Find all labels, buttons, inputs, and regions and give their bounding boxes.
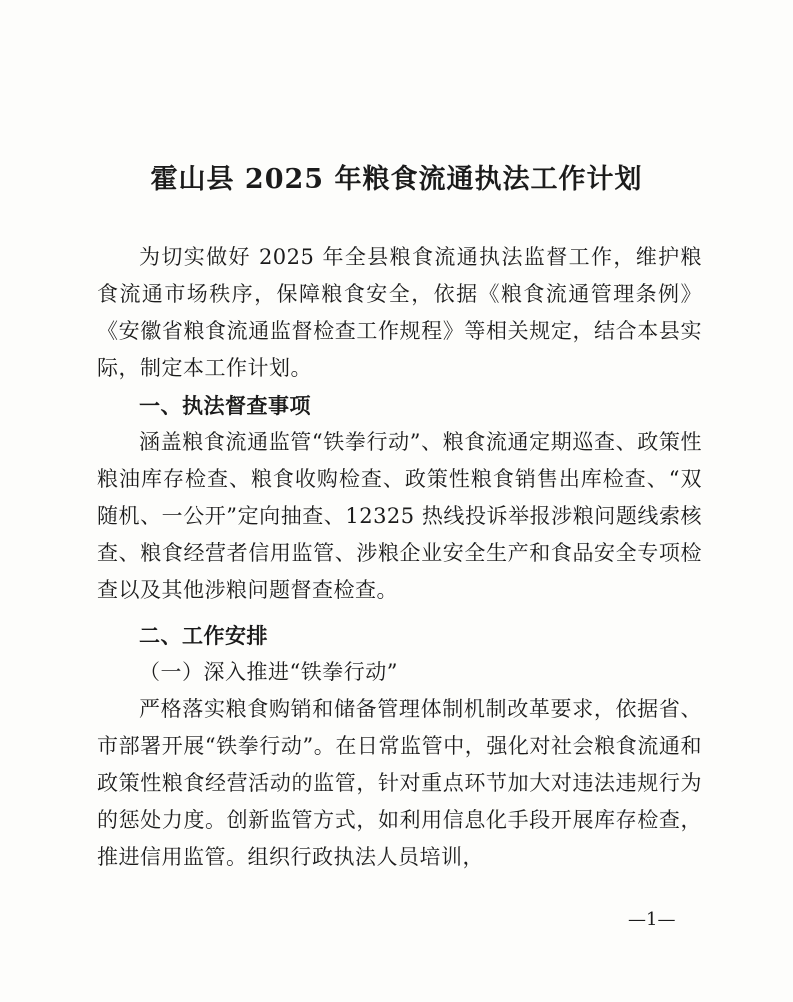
section-heading-enforcement-items: 一、执法督查事项: [139, 393, 311, 418]
intro-paragraph: 为切实做好 2025 年全县粮食流通执法监督工作，维护粮食流通市场秩序，保障粮食安全，依据《粮食流通管理条例》《安徽省粮食流通监督检查工作规程》等相关规定，结合本县实际，制定本工作计划。: [97, 245, 702, 380]
section-heading-work-arrangement: 二、工作安排: [139, 623, 268, 648]
document-title: 霍山县 2025 年粮食流通执法工作计划: [150, 164, 643, 195]
subsection-heading-iron-fist: （一）深入推进“铁拳行动”: [139, 660, 398, 684]
iron-fist-paragraph: 严格落实粮食购销和储备管理体制机制改革要求，依据省、市部署开展“铁拳行动”。在日常监管中，强化对社会粮食流通和政策性粮食经营活动的监管，针对重点环节加大对违法违规行为的惩处力度。创新监管方式，如利用信息化手段开展库存检查，推进信用监管。组织行政执法人员培训，: [97, 697, 702, 869]
enforcement-items-paragraph: 涵盖粮食流通监管“铁拳行动”、粮食流通定期巡查、政策性粮油库存检查、粮食收购检查、政策性粮食销售出库检查、“双随机、一公开”定向抽查、12325 热线投诉举报涉粮问题线索核查、粮食经营者信用监管、涉粮企业安全生产和食品安全专项检查以及其他涉粮问题督查检查。: [97, 430, 702, 602]
page-number: —1—: [628, 909, 676, 930]
